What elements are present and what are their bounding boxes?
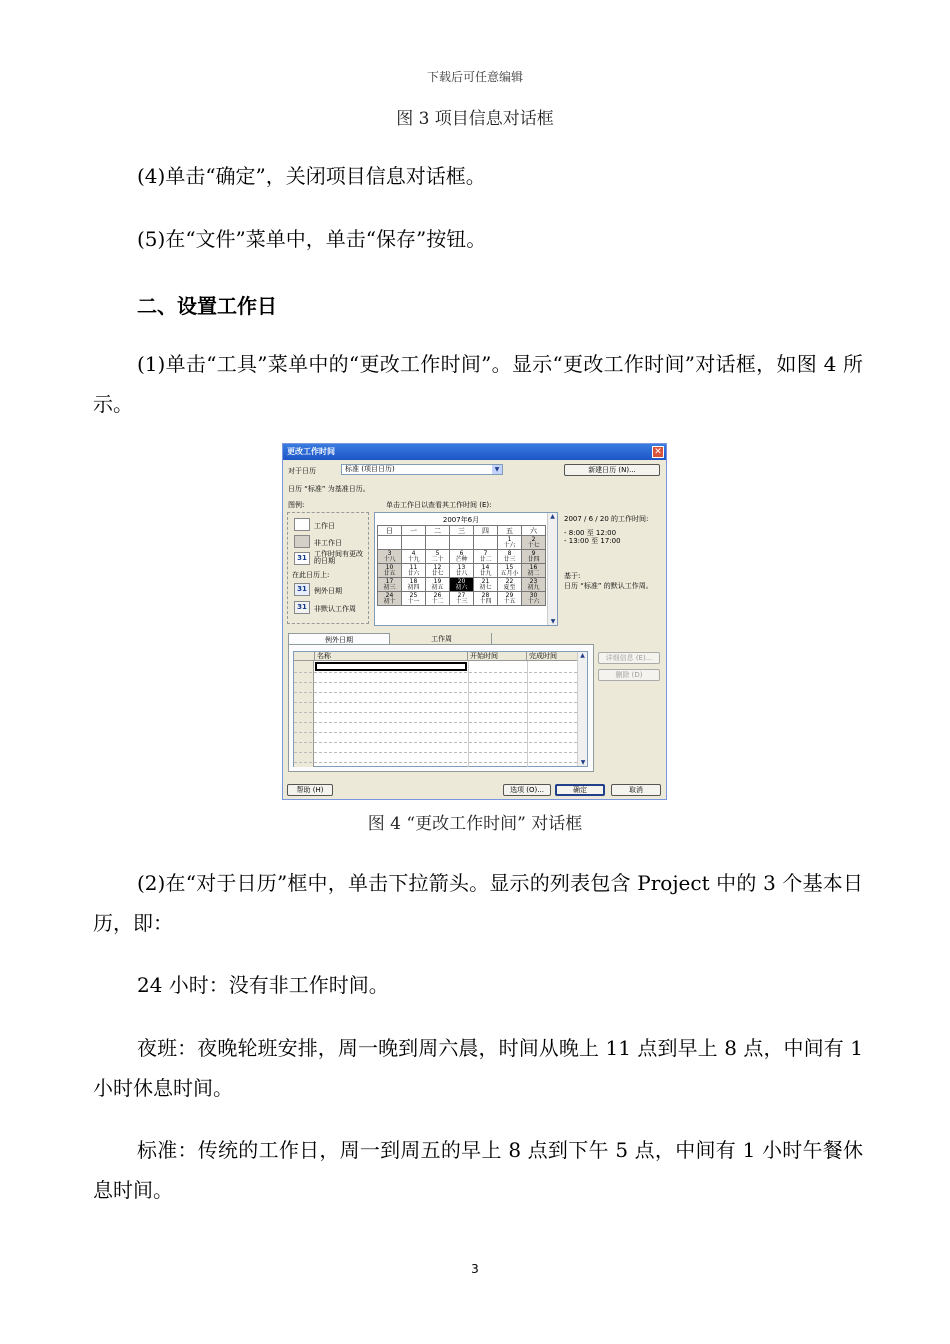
weekday-header: 四 [474,526,498,536]
calendar-day[interactable]: 17 初三 [378,578,402,592]
help-button[interactable]: 帮助 (H) [287,784,333,796]
work-time-1: - 8:00 至 12:00 [564,529,617,537]
scroll-up-icon[interactable]: ▲ [550,513,555,520]
calendar-day[interactable]: 25 十一 [402,592,426,606]
calendar-select-value: 标准 (项目日历) [345,465,395,473]
exceptions-table[interactable] [293,651,588,767]
table-row[interactable] [294,732,577,733]
details-button[interactable]: 详细信息 (E)... [598,652,660,664]
legend-workday: 工作日 [314,522,335,530]
calendar-day[interactable]: 28 十四 [474,592,498,606]
weekday-header: 三 [450,526,474,536]
figure-4-caption: 图 4 “更改工作时间” 对话框 [367,814,583,834]
weekday-header: 六 [522,526,546,536]
table-row[interactable] [294,722,577,723]
calendar-standard-paragraph: 标准：传统的工作日，周一到周五的早上 8 点到下午 5 点，中间有 1 小时午餐休息时间。 [93,1138,863,1202]
table-row[interactable] [294,742,577,743]
calendar-day[interactable]: 14 廿九 [474,564,498,578]
close-icon[interactable]: ✕ [652,446,664,458]
header-note: 下载后可任意编辑 [426,70,523,84]
scroll-down-icon[interactable]: ▼ [550,618,556,625]
tab-exceptions[interactable]: 例外日期 [288,633,390,645]
weekday-header: 一 [402,526,426,536]
calendar-day[interactable]: 27 十三 [450,592,474,606]
calendar-day[interactable]: 3 十八 [378,550,402,564]
calendar-day[interactable]: 7 廿二 [474,550,498,564]
calendar-day[interactable]: 18 初四 [402,578,426,592]
calendar-day-selected[interactable]: 20 初六 [450,578,474,592]
calendar-night-paragraph: 夜班：夜晚轮班安排，周一晚到周六晨，时间从晚上 11 点到早上 8 点，中间有 1 小时休息时间。 [93,1036,863,1100]
calendar-day[interactable]: 8 廿三 [498,550,522,564]
scroll-up-icon[interactable]: ▲ [580,652,585,659]
calendar-day[interactable] [378,536,402,550]
legend-exception: 例外日期 [314,587,342,595]
calendar-day[interactable]: 22 夏至 [498,578,522,592]
calendar-24h-paragraph: 24 小时：没有非工作时间。 [137,973,389,997]
table-row[interactable] [294,752,577,753]
calendar-day[interactable]: 26 十二 [426,592,450,606]
calendar-day[interactable]: 23 初九 [522,578,546,592]
calendar-day[interactable]: 5 二十 [426,550,450,564]
page-number: 3 [471,1262,479,1276]
calendar-day[interactable]: 19 初五 [426,578,450,592]
row-header-corner [294,652,315,661]
calendar-day[interactable]: 13 廿八 [450,564,474,578]
calendar-day[interactable]: 10 廿五 [378,564,402,578]
nonworkday-swatch [294,535,310,548]
exception-swatch: 31 [294,583,310,596]
dialog-title: 更改工作时间 [283,444,666,460]
ok-button[interactable]: 确定 [555,784,605,796]
step-4-paragraph: (4)单击“确定”，关闭项目信息对话框。 [137,164,486,188]
step-1-paragraph: (1)单击“工具”菜单中的“更改工作时间”。显示“更改工作时间”对话框，如图 4 所示。 [93,352,863,416]
weekday-header: 日 [378,526,402,536]
table-row[interactable] [294,692,577,693]
calendar-day[interactable]: 24 初十 [378,592,402,606]
weekday-header: 五 [498,526,522,536]
based-on-text: 日历 “标准” 的默认工作周。 [564,582,653,590]
column-name: 名称 [315,652,468,661]
column-start: 开始时间 [468,652,527,661]
step-2-paragraph: (2)在“对于日历”框中，单击下拉箭头。显示的列表包含 Project 中的 3 个基本日历，即： [93,871,863,935]
delete-button[interactable]: 删除 (D) [598,669,660,681]
nondefault-week-swatch: 31 [294,601,310,614]
scroll-down-icon[interactable]: ▼ [580,759,586,766]
calendar-day[interactable]: 21 初七 [474,578,498,592]
calendar-day[interactable]: 9 廿四 [522,550,546,564]
calendar-day[interactable]: 15 五月小 [498,564,522,578]
calendar-day[interactable]: 4 十九 [402,550,426,564]
calendar-day[interactable]: 30 十六 [522,592,546,606]
table-row[interactable] [294,682,577,683]
calendar-label: 对于日历 [288,467,316,475]
calendar-day[interactable] [450,536,474,550]
legend-changed: 工作时间有更改的日期 [314,550,363,565]
work-time-title: 2007 / 6 / 20 的工作时间: [564,515,649,523]
calendar-day[interactable]: 29 十五 [498,592,522,606]
legend-nondefault-week: 非默认工作周 [314,605,356,613]
based-on-label: 基于: [564,572,581,580]
new-calendar-button[interactable]: 新建日历 (N)... [564,464,660,476]
base-calendar-note: 日历 “标准” 为基准日历。 [288,485,370,493]
table-row[interactable] [294,702,577,703]
tab-panel [288,644,594,772]
step-5-paragraph: (5)在“文件”菜单中，单击“保存”按钮。 [137,227,487,251]
work-time-2: - 13:00 至 17:00 [564,537,621,545]
on-calendar-label: 在此日历上: [292,571,330,579]
month-calendar[interactable] [374,512,558,626]
legend [287,512,369,624]
tab-work-weeks[interactable]: 工作周 [392,633,492,645]
calendar-day[interactable]: 12 廿七 [426,564,450,578]
calendar-day[interactable]: 2 十七 [522,536,546,550]
calendar-day[interactable]: 16 初二 [522,564,546,578]
changed-day-swatch: 31 [294,552,310,565]
calendar-grid[interactable] [377,525,546,606]
figure-3-caption: 图 3 项目信息对话框 [396,109,554,129]
calendar-select[interactable] [341,464,503,475]
options-button[interactable]: 选项 (O)... [503,784,551,796]
calendar-day[interactable]: 11 廿六 [402,564,426,578]
calendar-month: 2007年6月 [442,516,480,524]
calendar-day[interactable]: 1 十六 [498,536,522,550]
change-working-time-dialog [282,443,667,800]
table-row[interactable] [294,762,577,763]
workday-swatch [294,518,310,531]
calendar-day[interactable]: 6 芒种 [450,550,474,564]
calendar-day[interactable] [426,536,450,550]
section-heading: 二、设置工作日 [137,294,277,318]
calendar-day[interactable] [402,536,426,550]
calendar-scrollbar[interactable] [547,513,557,625]
table-row[interactable] [294,712,577,713]
table-row[interactable] [294,672,577,673]
legend-label: 图例: [288,501,305,509]
calendar-day[interactable] [474,536,498,550]
column-finish: 完成时间 [527,652,579,661]
weekday-header: 二 [426,526,450,536]
active-cell[interactable] [315,662,467,671]
cancel-button[interactable]: 取消 [611,784,661,796]
legend-nonworkday: 非工作日 [314,539,342,547]
calendar-hint: 单击工作日以查看其工作时间 (E): [386,501,492,509]
chevron-down-icon[interactable]: ▼ [492,465,502,474]
table-scrollbar[interactable] [577,652,587,766]
